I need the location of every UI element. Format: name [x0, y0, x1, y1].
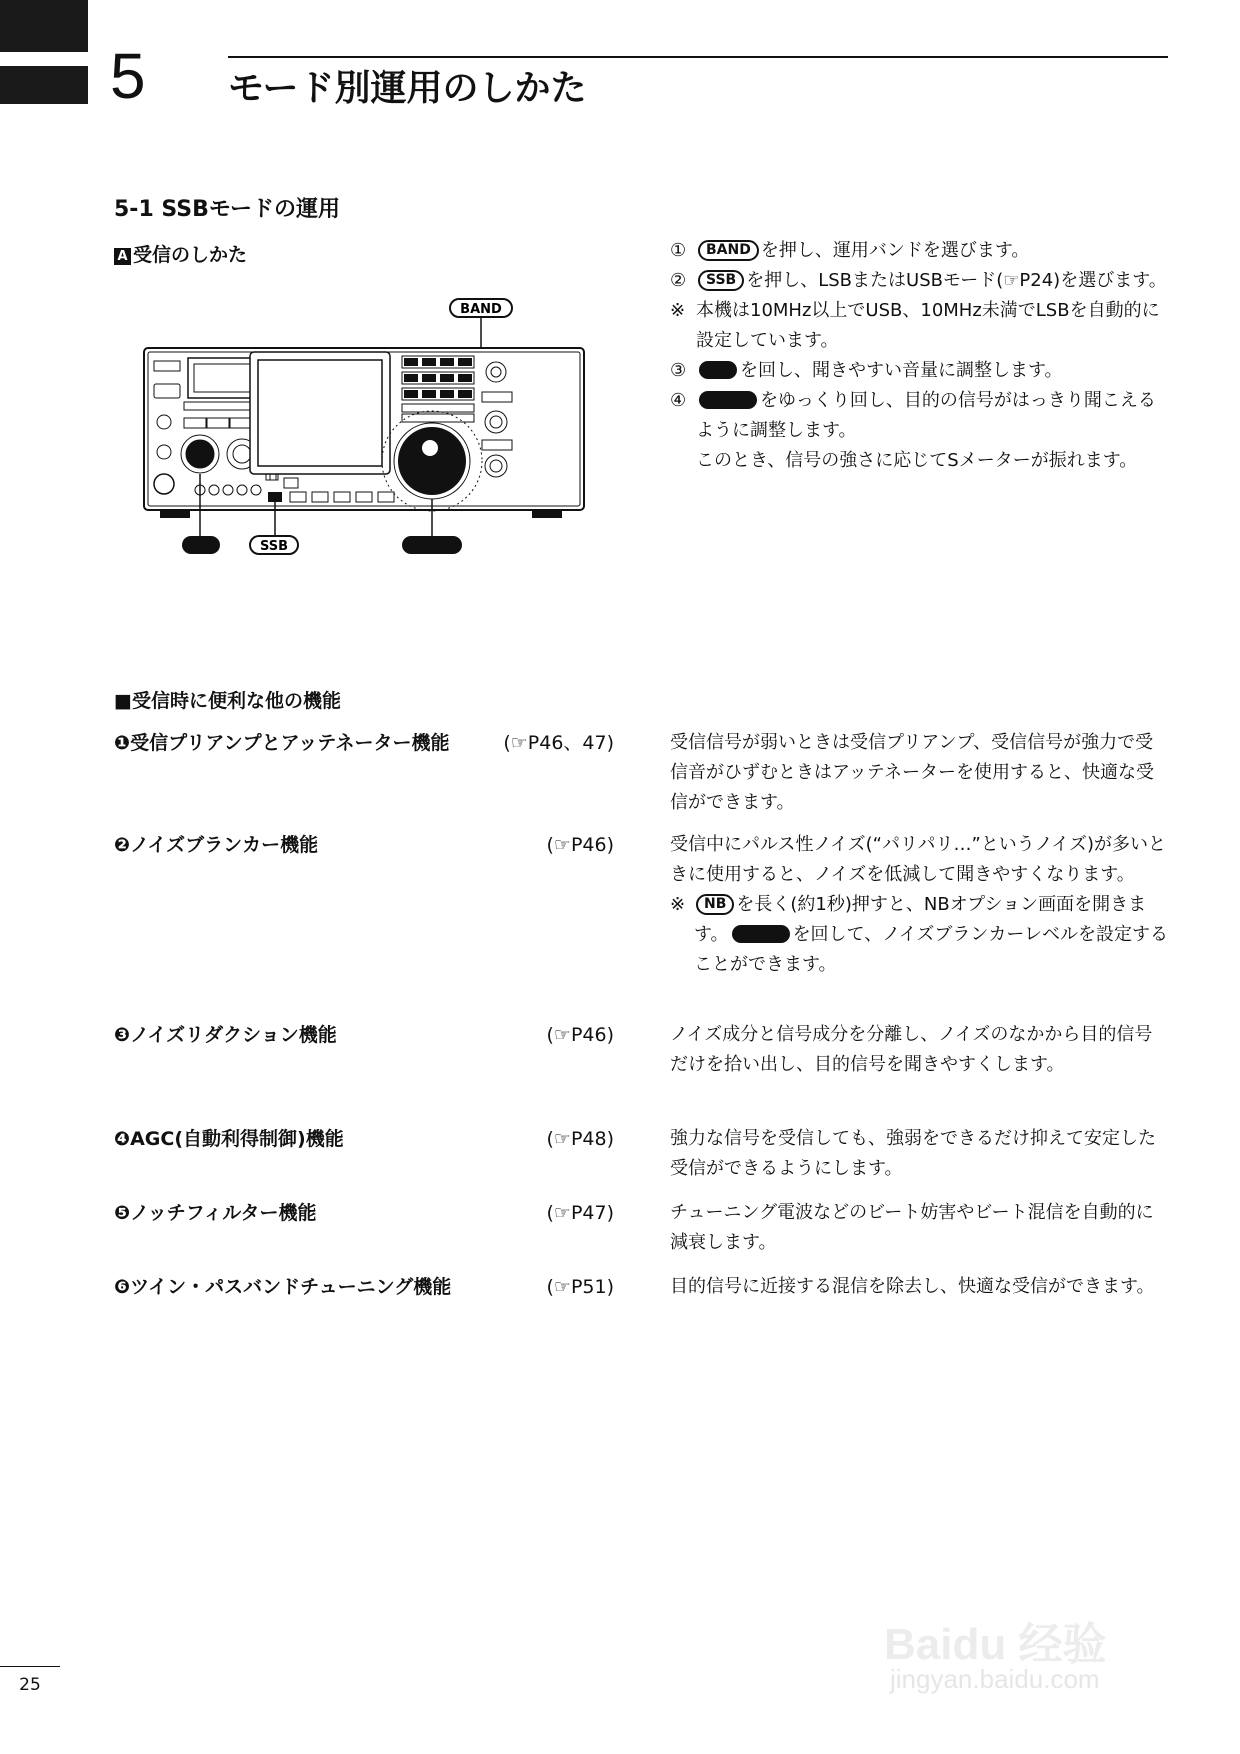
step-text: を押し、LSBまたはUSBモード(☞P24)を選びます。 — [746, 270, 1167, 291]
af-knob-icon — [699, 361, 737, 379]
af-knob — [186, 440, 214, 468]
main-dial — [398, 427, 466, 495]
display-screen — [250, 352, 390, 474]
note-text: を長く(約1秒)押すと、NBオプション画面を開きます。 — [694, 894, 1147, 945]
features-heading: ■受信時に便利な他の機能 — [114, 690, 341, 712]
svg-text:SSB: SSB — [259, 539, 289, 554]
feature-label: ❺ノッチフィルター機能 — [114, 1202, 317, 1224]
svg-text:BAND: BAND — [460, 302, 502, 317]
feature-twin-pbt — [114, 1272, 614, 1302]
page-reference: (☞P46) — [546, 1024, 614, 1046]
feature-agc — [114, 1124, 614, 1154]
step-text: をゆっくり回し、目的の信号がはっきり聞こえるように調整します。 — [696, 390, 1156, 441]
step-note — [670, 296, 1170, 356]
chapter-number: 5 — [110, 40, 146, 112]
subsection-label: 受信のしかた — [133, 244, 248, 266]
step-1 — [670, 236, 1170, 266]
main-dial-label — [402, 536, 462, 554]
ssb-key-label — [250, 536, 298, 554]
step-marker: ② — [670, 270, 687, 291]
feature-noise-reduction — [114, 1020, 614, 1050]
chapter-tab-bar — [0, 66, 88, 104]
page-reference: (☞P51) — [546, 1276, 614, 1298]
ssb-key: SSB — [698, 270, 744, 291]
feature-label: ❹AGC(自動利得制御)機能 — [114, 1128, 344, 1150]
feature-description: 受信信号が弱いときは受信プリアンプ、受信信号が強力で受信音がひずむときはアッテネーターを使用すると、快適な受信ができます。 — [670, 732, 1155, 813]
feature-noise-blanker — [114, 830, 614, 860]
step-marker: ① — [670, 240, 687, 261]
chapter-title: モード別運用のしかた — [228, 68, 587, 109]
feature-description: チューニング電波などのビート妨害やビート混信を自動的に減衰します。 — [670, 1202, 1154, 1253]
nb-key: NB — [696, 894, 734, 915]
page-reference: (☞P46、47) — [503, 732, 614, 754]
chapter-rule — [228, 56, 1168, 58]
feature-notch-filter — [114, 1198, 614, 1228]
feature-description: ノイズ成分と信号成分を分離し、ノイズのなかから目的信号だけを拾い出し、目的信号を聞きやすくします。 — [670, 1024, 1153, 1075]
feature-label: ❶受信プリアンプとアッテネーター機能 — [114, 732, 450, 754]
main-dial-icon — [699, 391, 757, 409]
nb-note — [670, 890, 1170, 980]
band-key: BAND — [698, 240, 759, 261]
ssb-button — [268, 492, 282, 502]
watermark-url: jingyan.baidu.com — [890, 1664, 1100, 1694]
feature-label: ❷ノイズブランカー機能 — [114, 834, 319, 856]
description-text: 受信中にパルス性ノイズ(“パリパリ…”というノイズ)が多いときに使用すると、ノイズを低減して聞きやすくなります。 — [670, 834, 1167, 885]
step-text: を押し、運用バンドを選びます。 — [760, 240, 1030, 261]
step-text: このとき、信号の強さに応じてSメーターが振れます。 — [696, 450, 1138, 471]
page-number: 25 — [0, 1666, 60, 1695]
note-marker: ※ — [670, 894, 686, 915]
feature-label: ❻ツイン・パスバンドチューニング機能 — [114, 1276, 452, 1298]
chapter-tab-bar — [0, 0, 88, 52]
section-title: 5-1 SSBモードの運用 — [114, 197, 340, 222]
feature-description: 目的信号に近接する混信を除去し、快適な受信ができます。 — [670, 1276, 1155, 1297]
feature-preamp — [114, 728, 614, 758]
transceiver-diagram — [140, 296, 600, 566]
step-marker: ④ — [670, 390, 687, 411]
note-marker: ※ — [670, 300, 686, 321]
step-4 — [670, 386, 1170, 476]
band-key-label — [450, 299, 512, 317]
step-text: を回し、聞きやすい音量に調整します。 — [740, 360, 1063, 381]
note-text: を回して、ノイズブランカーレベルを設定することができます。 — [694, 924, 1169, 975]
step-marker: ③ — [670, 360, 687, 381]
subsection-badge: A — [114, 248, 131, 265]
reception-steps — [670, 236, 1170, 476]
af-knob-label — [182, 536, 220, 554]
step-2 — [670, 266, 1170, 296]
page-reference: (☞P48) — [546, 1128, 614, 1150]
feature-label: ❸ノイズリダクション機能 — [114, 1024, 337, 1046]
main-dial-icon — [732, 925, 790, 943]
watermark-logo: Baidu 经验 — [884, 1620, 1107, 1669]
feature-description: 強力な信号を受信しても、強弱をできるだけ抑えて安定した受信ができるようにします。 — [670, 1128, 1156, 1179]
feature-description — [670, 830, 1170, 980]
page-reference: (☞P46) — [546, 834, 614, 856]
subsection-title — [114, 240, 247, 267]
page-reference: (☞P47) — [546, 1202, 614, 1224]
step-text: 本機は10MHz以上でUSB、10MHz未満でLSBを自動的に設定しています。 — [696, 300, 1160, 351]
step-3 — [670, 356, 1170, 386]
